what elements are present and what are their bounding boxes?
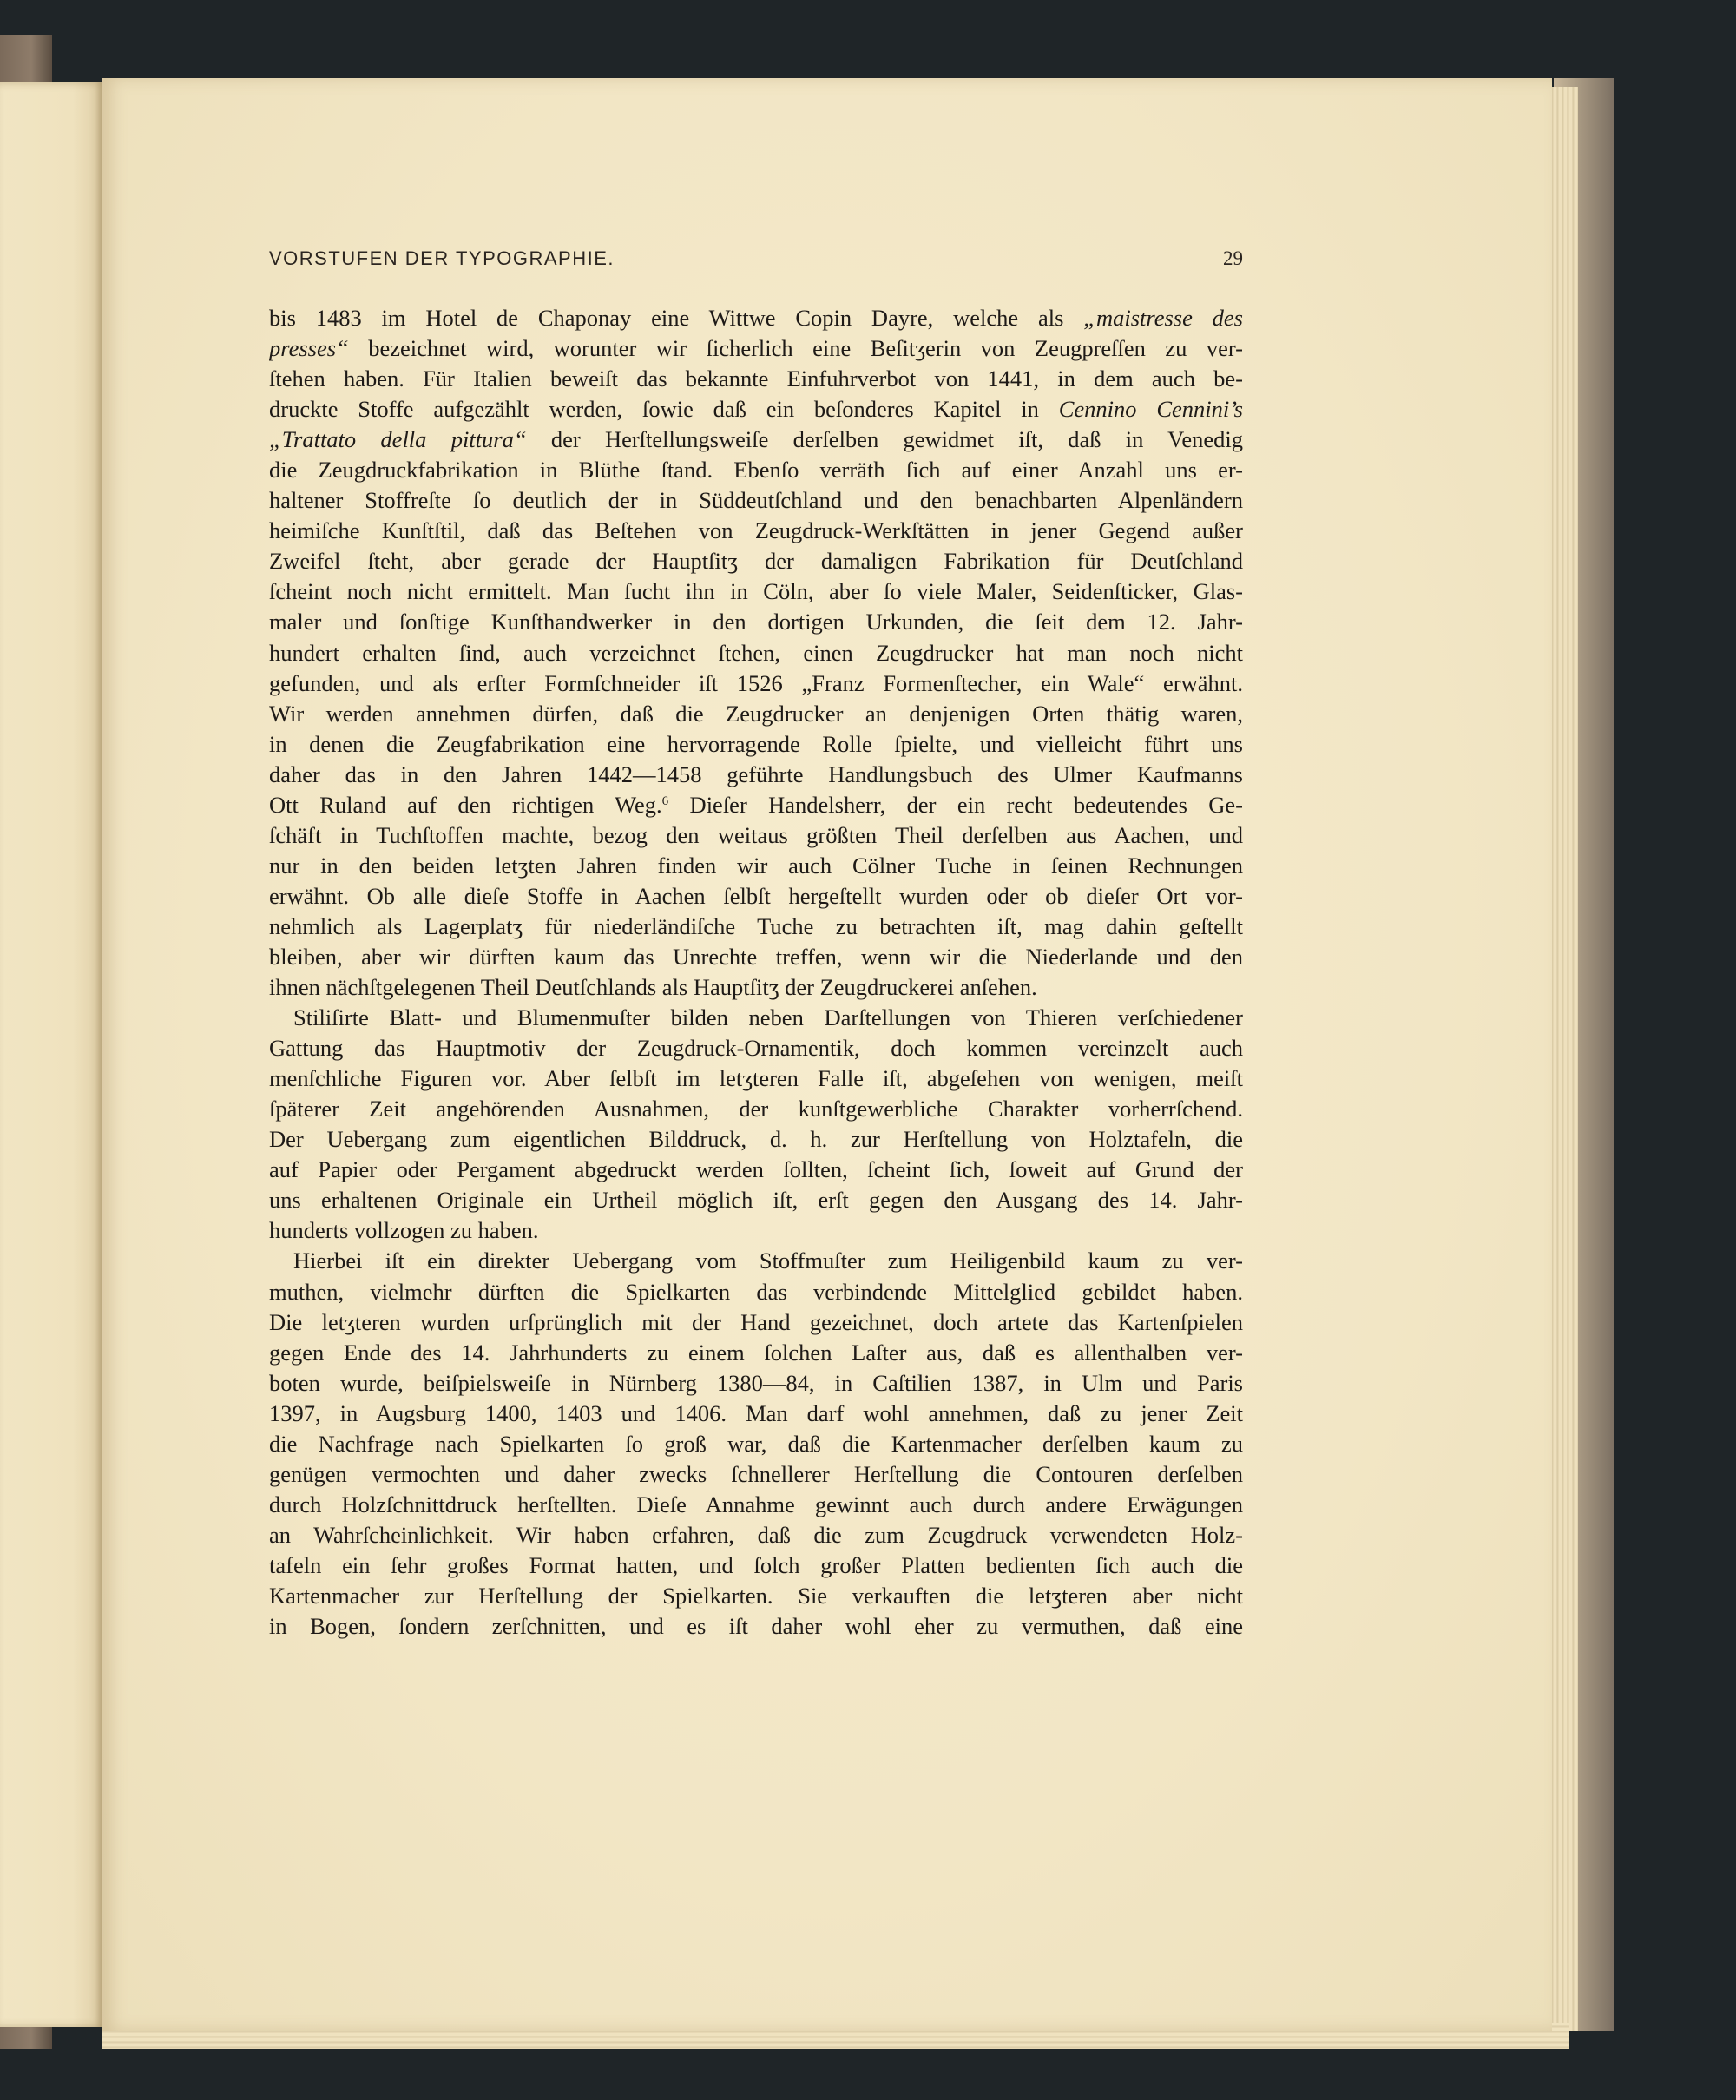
text-line: [269, 881, 1243, 912]
text-segment: in Bogen, ſondern zerſchnitten, und es iſt daher wohl eher zu vermuthen, daß eine: [269, 1613, 1243, 1640]
text-segment: boten wurde, beiſpielsweiſe in Nürnberg 1380—84, in Caſtilien 1387, in Ulm und Paris: [269, 1369, 1243, 1396]
text-line: [269, 1368, 1243, 1399]
text-segment: bezeichnet wird, worunter wir ſicherlich eine Beſitʒerin von Zeugpreſſen zu ver-: [348, 335, 1243, 362]
page-number: 29: [1223, 247, 1243, 269]
text-segment: Gattung das Hauptmotiv der Zeugdruck-Ornamentik, doch kommen vereinzelt auch: [269, 1035, 1243, 1062]
italic-text: Cennino Cennini’s: [1058, 396, 1243, 423]
text-segment: bleiben, aber wir dürften kaum das Unrechte treffen, wenn wir die Niederlande und den: [269, 943, 1243, 970]
text-line: [269, 1429, 1243, 1459]
text-line: [269, 394, 1243, 425]
text-segment: ſpäterer Zeit angehörenden Ausnahmen, der kunſtgewerbliche Charakter vorherrſchend.: [269, 1096, 1243, 1122]
text-segment: gefunden, und als erſter Formſchneider iſt 1526 „Franz Formenſtecher, ein Wale“ erwähnt.: [269, 669, 1243, 696]
text-segment: tafeln ein ſehr großes Format hatten, und ſolch großer Platten bedienten ſich auch die: [269, 1551, 1243, 1578]
text-segment: uns erhaltenen Originale ein Urtheil möglich iſt, erſt gegen den Ausgang des 14. Jahr-: [269, 1187, 1243, 1214]
text-segment: hundert erhalten ſind, auch verzeichnet ſtehen, einen Zeugdrucker hat man noch nicht: [269, 639, 1243, 666]
text-segment: ihnen nächſtgelegenen Theil Deutſchlands als Hauptſitʒ der Zeugdruckerei anſehen.: [269, 974, 1037, 1001]
text-segment: bis 1483 im Hotel de Chaponay eine Wittwe Copin Dayre, welche als: [269, 305, 1084, 331]
text-line: [269, 303, 1243, 333]
text-segment: Stiliſirte Blatt- und Blumenmuſter bilden neben Darſtellungen von Thieren verſchiedener: [293, 1004, 1243, 1031]
text-line: [269, 1338, 1243, 1368]
footnote-marker: 6: [661, 793, 669, 808]
text-segment: auf Papier oder Pergament abgedruckt werden ſollten, ſcheint ſich, ſoweit auf Grund der: [269, 1156, 1243, 1183]
text-line: [269, 576, 1243, 607]
text-line: [269, 607, 1243, 637]
text-line: [269, 1277, 1243, 1307]
text-line: [269, 729, 1243, 760]
text-segment: ſchäft in Tuchſtoffen machte, bezog den weitaus größten Theil derſelben aus Aachen, und: [269, 821, 1243, 848]
italic-text: presses“: [269, 335, 349, 362]
text-segment: Kartenmacher zur Herſtellung der Spielkarten. Sie verkauften die letʒteren aber nicht: [269, 1582, 1243, 1609]
text-segment: die Nachfrage nach Spielkarten ſo groß war, daß die Kartenmacher derſelben kaum zu: [269, 1430, 1243, 1457]
text-segment: heimiſche Kunſtſtil, daß das Beſtehen von Zeugdruck-Werkſtätten in jener Gegend außer: [269, 517, 1243, 544]
text-segment: 1397, in Augsburg 1400, 1403 und 1406. Man darf wohl annehmen, daß zu jener Zeit: [269, 1399, 1243, 1426]
text-line: [269, 820, 1243, 851]
text-line: [269, 1490, 1243, 1520]
text-line: [269, 1611, 1243, 1642]
text-line: [269, 425, 1243, 455]
text-line: [269, 455, 1243, 485]
text-segment: durch Holzſchnittdruck herſtellten. Dieſe Annahme gewinnt auch durch andere Erwägungen: [269, 1491, 1243, 1517]
text-line: [269, 1550, 1243, 1581]
text-segment: Der Uebergang zum eigentlichen Bilddruck, d. h. zur Herſtellung von Holztafeln, die: [269, 1126, 1243, 1153]
text-line: [269, 790, 1243, 820]
text-line: [269, 972, 1243, 1003]
body-text: [269, 303, 1243, 1642]
previous-page: [0, 82, 104, 2027]
text-segment: Die letʒteren wurden urſprünglich mit der Hand gezeichnet, doch artete das Kartenſpielen: [269, 1308, 1243, 1335]
text-segment: Zweifel ſteht, aber gerade der Hauptſitʒ der damaligen Fabrikation für Deutſchland: [269, 548, 1243, 575]
text-segment: muthen, vielmehr dürften die Spielkarten das verbindende Mittelglied gebildet haben.: [269, 1278, 1243, 1305]
text-line: [269, 912, 1243, 942]
text-line: [269, 1033, 1243, 1063]
text-line: [269, 1185, 1243, 1215]
text-segment: Dieſer Handelsherr, der ein recht bedeutendes Ge-: [668, 791, 1243, 818]
text-line: [269, 1063, 1243, 1094]
text-segment: nehmlich als Lagerplatʒ für niederländiſche Tuche zu betrachten iſt, mag dahin geſtellt: [269, 912, 1243, 939]
text-line: [269, 1155, 1243, 1185]
text-line: [269, 760, 1243, 790]
text-line: [269, 1246, 1243, 1276]
text-segment: ſtehen haben. Für Italien beweiſt das bekannte Einfuhrverbot von 1441, in dem auch be-: [269, 365, 1243, 392]
text-segment: ſcheint noch nicht ermittelt. Man ſucht ihn in Cöln, aber ſo viele Maler, Seidenſticker, Glas-: [269, 578, 1243, 605]
text-line: [269, 638, 1243, 668]
text-line: [269, 1399, 1243, 1429]
text-segment: genügen vermochten und daher zwecks ſchnellerer Herſtellung die Contouren derſelben: [269, 1460, 1243, 1487]
text-segment: erwähnt. Ob alle dieſe Stoffe in Aachen ſelbſt hergeſtellt wurden oder ob dieſer Ort vor-: [269, 882, 1243, 909]
text-segment: gegen Ende des 14. Jahrhunderts zu einem ſolchen Laſter aus, daß es allenthalben ver-: [269, 1339, 1243, 1366]
text-segment: menſchliche Figuren vor. Aber ſelbſt im letʒteren Falle iſt, abgeſehen von wenigen, meiſt: [269, 1065, 1243, 1092]
text-line: [269, 942, 1243, 972]
text-line: [269, 1459, 1243, 1490]
italic-text: „maistresse des: [1083, 305, 1243, 331]
text-segment: daher das in den Jahren 1442—1458 geführte Handlungsbuch des Ulmer Kaufmanns: [269, 760, 1243, 787]
text-segment: haltener Stoffreſte ſo deutlich der in Süddeutſchland und den benachbarten Alpenländern: [269, 487, 1243, 514]
text-segment: die Zeugdruckfabrikation in Blüthe ſtand. Ebenſo verräth ſich auf einer Anzahl uns er-: [269, 457, 1243, 484]
text-segment: Ott Ruland auf den richtigen Weg.: [269, 791, 662, 818]
text-segment: nur in den beiden letʒten Jahren finden wir auch Cölner Tuche in ſeinen Rechnungen: [269, 852, 1243, 879]
text-line: [269, 668, 1243, 699]
italic-text: „Trattato della pittura“: [269, 426, 527, 453]
text-line: [269, 1124, 1243, 1155]
text-segment: hunderts vollzogen zu haben.: [269, 1217, 539, 1244]
text-line: [269, 1520, 1243, 1550]
running-title: VORSTUFEN DER TYPOGRAPHIE.: [269, 247, 615, 269]
text-line: [269, 851, 1243, 881]
text-segment: der Herſtellungsweiſe derſelben gewidmet iſt, daß in Venedig: [526, 426, 1243, 453]
text-segment: druckte Stoffe aufgezählt werden, ſowie daß ein beſonderes Kapitel in: [269, 396, 1059, 423]
text-line: [269, 1094, 1243, 1124]
text-line: [269, 364, 1243, 394]
text-segment: an Wahrſcheinlichkeit. Wir haben erfahren, daß die zum Zeugdruck verwendeten Holz-: [269, 1521, 1243, 1548]
page-header: [269, 247, 1243, 277]
text-line: [269, 546, 1243, 576]
text-line: [269, 1003, 1243, 1033]
text-segment: Hierbei iſt ein direkter Uebergang vom Stoffmuſter zum Heiligenbild kaum zu ver-: [293, 1247, 1243, 1274]
text-line: [269, 699, 1243, 729]
text-segment: maler und ſonſtige Kunſthandwerker in den dortigen Urkunden, die ſeit dem 12. Jahr-: [269, 609, 1243, 635]
text-segment: Wir werden annehmen dürfen, daß die Zeugdrucker an denjenigen Orten thätig waren,: [269, 700, 1243, 727]
text-line: [269, 1307, 1243, 1338]
text-line: [269, 1581, 1243, 1611]
text-line: [269, 333, 1243, 364]
text-line: [269, 485, 1243, 516]
text-segment: in denen die Zeugfabrikation eine hervorragende Rolle ſpielte, und vielleicht führt uns: [269, 730, 1243, 757]
text-line: [269, 1215, 1243, 1246]
text-line: [269, 516, 1243, 546]
